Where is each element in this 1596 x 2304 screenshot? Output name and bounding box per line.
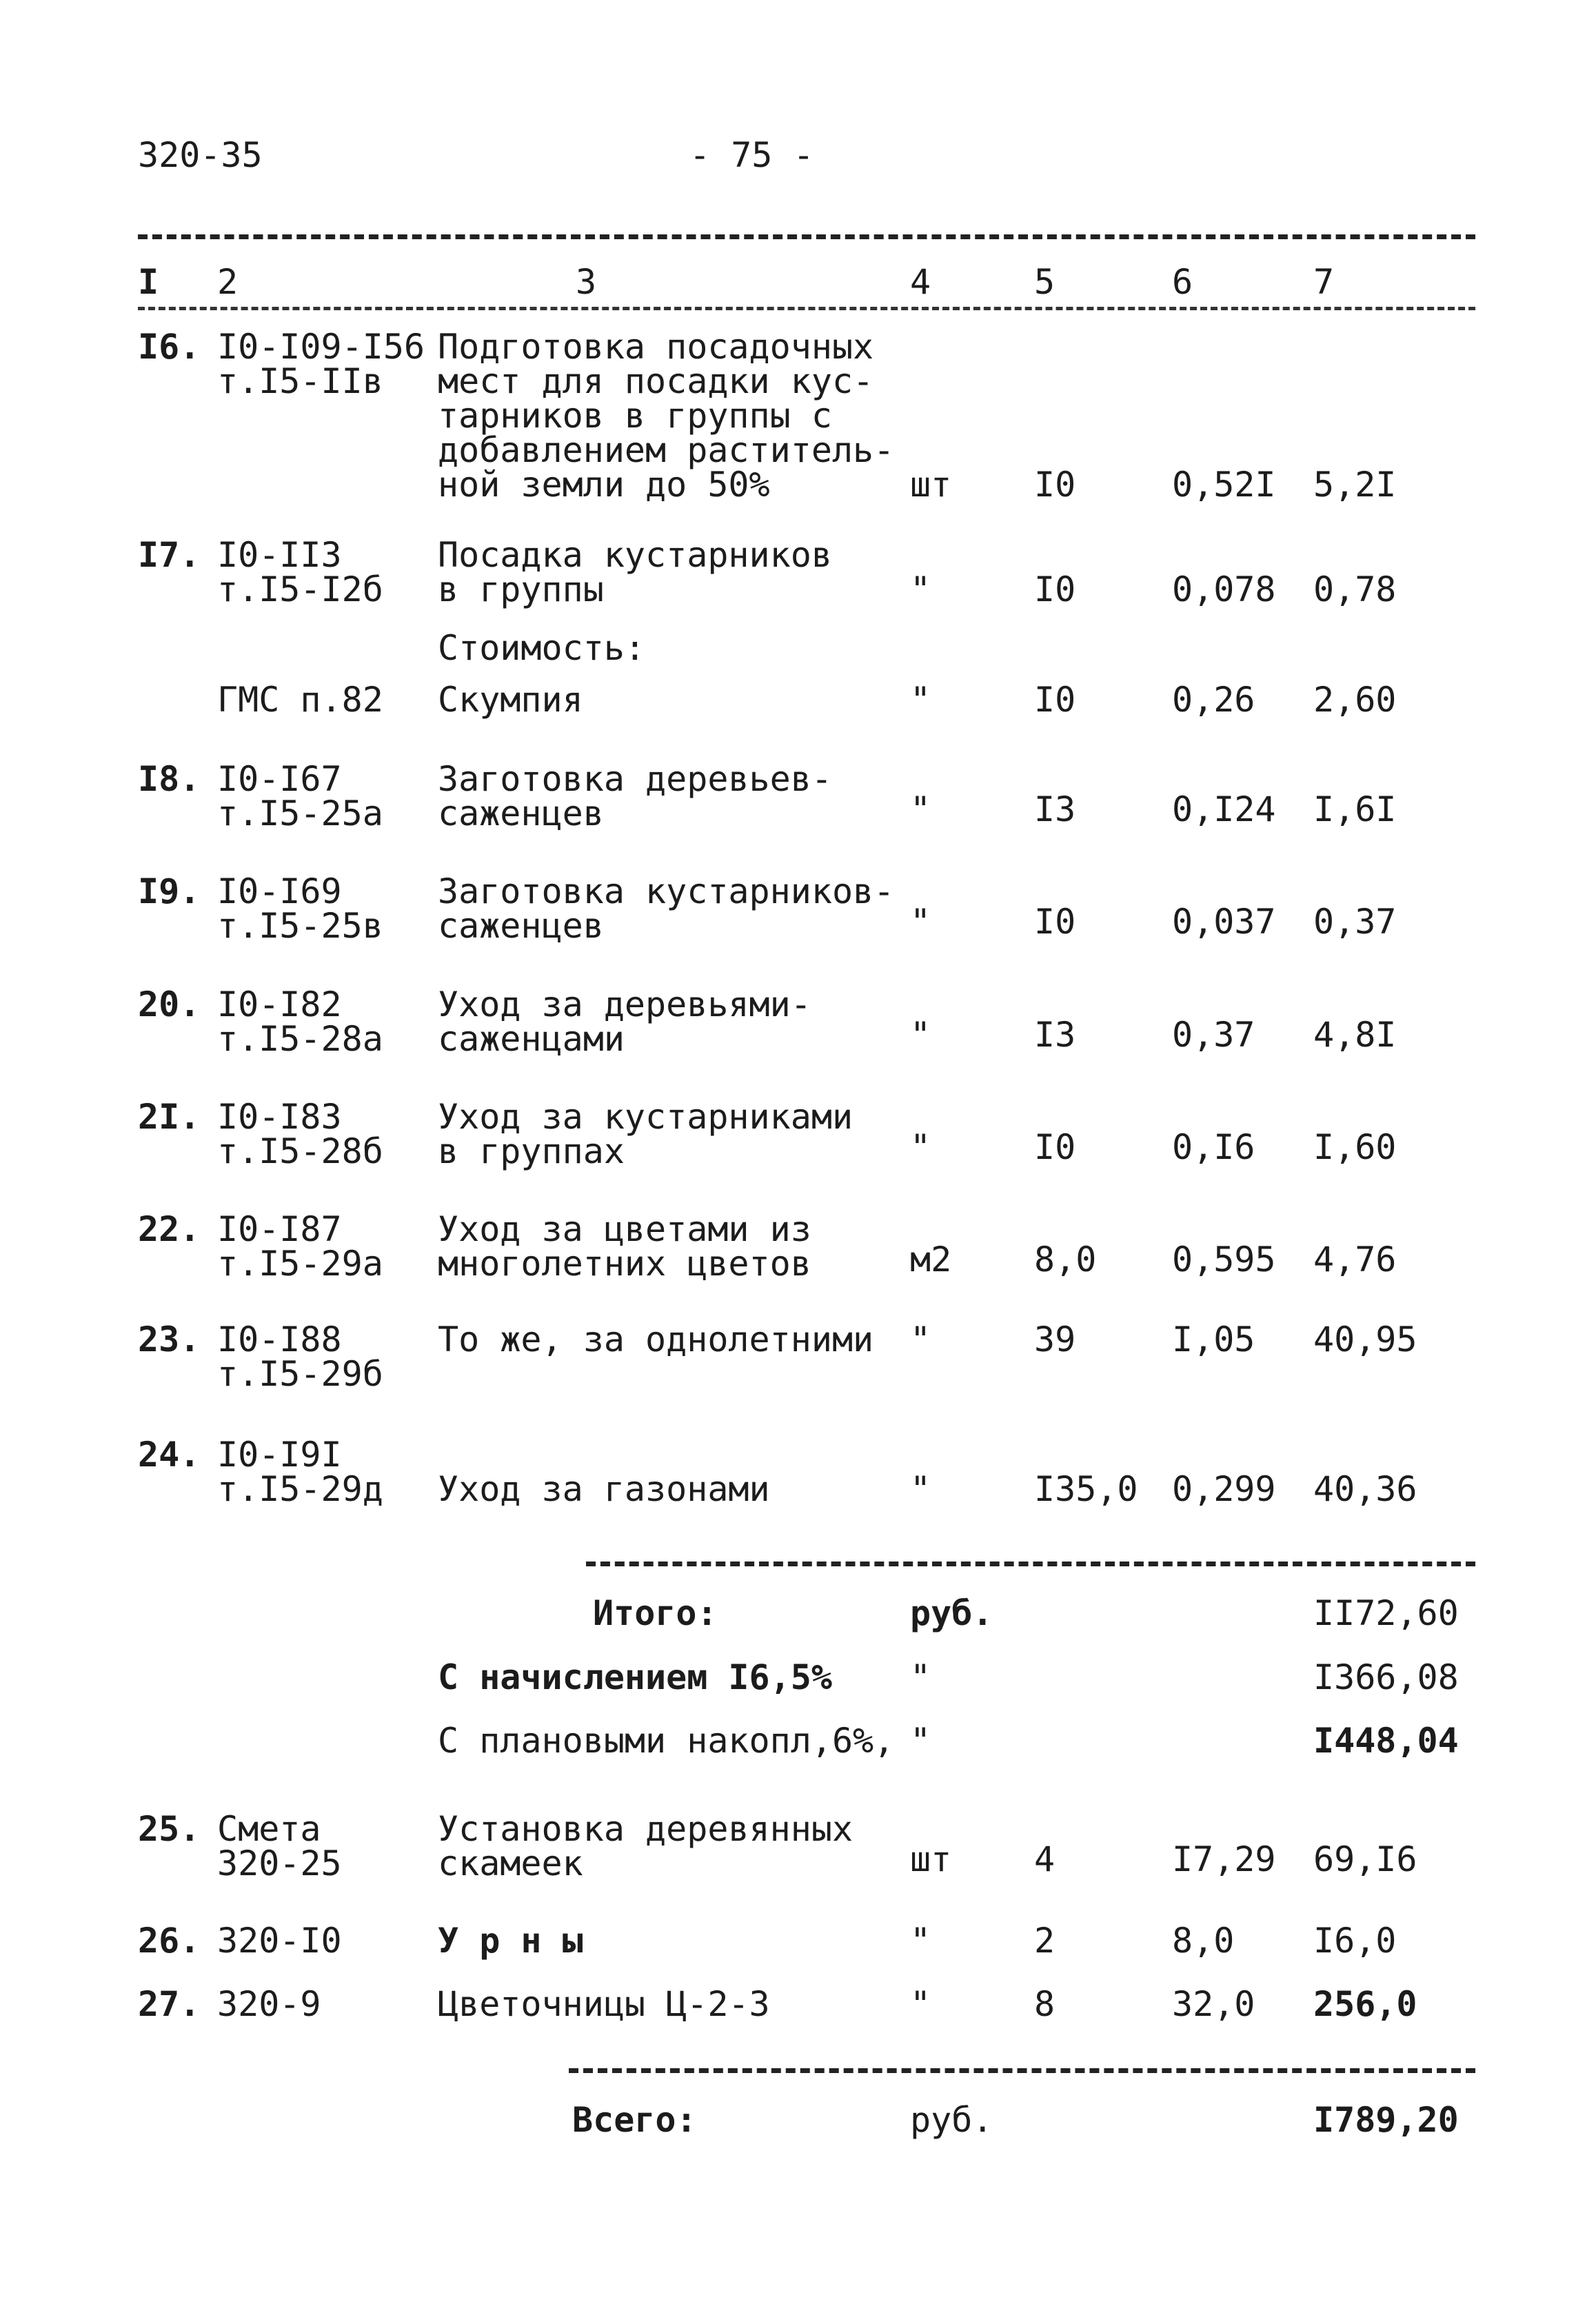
row-code: I0-I87 т.I5-29а — [217, 1209, 383, 1284]
grand-total-divider — [569, 2068, 1475, 2073]
row-quantity: I0 — [1034, 1127, 1076, 1167]
subtotal-value: II72,60 — [1313, 1593, 1459, 1633]
row-unit: " — [910, 680, 931, 720]
row-quantity: I35,0 — [1034, 1469, 1138, 1509]
row-quantity: I3 — [1034, 1015, 1076, 1055]
row-number: 2I. — [138, 1097, 201, 1137]
row-unit: шт — [910, 465, 952, 505]
column-number-5: 5 — [1034, 262, 1055, 302]
document-code: 320-35 — [138, 135, 263, 175]
row-unit: " — [910, 1984, 931, 2024]
row-quantity: 39 — [1034, 1320, 1076, 1360]
row-unit-price: 0,52I — [1172, 465, 1276, 505]
column-number-6: 6 — [1172, 262, 1193, 302]
row-description: Заготовка деревьев- саженцев — [438, 759, 832, 833]
grand-total-value: I789,20 — [1313, 2100, 1459, 2140]
row-description: Стоимость: — [438, 628, 646, 668]
column-number-1: I — [138, 262, 159, 302]
top-divider — [138, 234, 1475, 239]
row-description: У р н ы — [438, 1921, 583, 1961]
row-total: I,60 — [1313, 1127, 1397, 1167]
row-number: 24. — [138, 1435, 201, 1475]
grand-total-unit: руб. — [910, 2100, 993, 2140]
row-total: 69,I6 — [1313, 1839, 1417, 1879]
row-unit: " — [910, 1469, 931, 1509]
row-code: I0-II3 т.I5-I2б — [217, 535, 383, 609]
column-number-2: 2 — [217, 262, 239, 302]
row-quantity: 4 — [1034, 1839, 1055, 1879]
row-total: I6,0 — [1313, 1921, 1397, 1961]
row-total: 40,95 — [1313, 1320, 1417, 1360]
row-quantity: 2 — [1034, 1921, 1055, 1961]
row-number: 26. — [138, 1921, 201, 1961]
row-unit: " — [910, 789, 931, 829]
row-unit: шт — [910, 1839, 952, 1879]
row-description: Посадка кустарников в группы — [438, 535, 832, 609]
row-code: I0-I69 т.I5-25в — [217, 871, 383, 946]
row-total: 40,36 — [1313, 1469, 1417, 1509]
row-description: Подготовка посадочных мест для посадки кус- тарников в группы с добавлением раститель- ной земли до 50% — [438, 327, 895, 505]
page-number: - 75 - — [689, 135, 814, 175]
row-unit: " — [910, 569, 931, 609]
row-total: 4,76 — [1313, 1240, 1397, 1280]
row-quantity: 8,0 — [1034, 1240, 1097, 1280]
row-quantity: I0 — [1034, 569, 1076, 609]
grand-total-label: Всего: — [572, 2100, 697, 2140]
row-unit-price: 0,037 — [1172, 902, 1276, 942]
row-description: То же, за однолетними — [438, 1320, 874, 1360]
row-code: ГМС п.82 — [217, 680, 383, 720]
row-number: 25. — [138, 1809, 201, 1849]
row-unit-price: I,05 — [1172, 1320, 1255, 1360]
row-quantity: I0 — [1034, 680, 1076, 720]
row-description: Скумпия — [438, 680, 583, 720]
row-unit-price: 32,0 — [1172, 1984, 1255, 2024]
row-number: I6. — [138, 327, 201, 367]
row-unit-price: 0,595 — [1172, 1240, 1276, 1280]
row-description: Уход за кустарниками в группах — [438, 1097, 853, 1171]
row-code: Смета 320-25 — [217, 1809, 342, 1883]
row-total: 2,60 — [1313, 680, 1397, 720]
row-total: 0,78 — [1313, 569, 1397, 609]
subtotal-unit: " — [910, 1721, 931, 1761]
row-unit-price: I7,29 — [1172, 1839, 1276, 1879]
row-unit-price: 0,299 — [1172, 1469, 1276, 1509]
subtotal-label: Итого: — [593, 1593, 718, 1633]
subtotal-value: I448,04 — [1313, 1721, 1459, 1761]
subtotal-divider — [586, 1562, 1475, 1566]
row-description: Уход за цветами из многолетних цветов — [438, 1209, 811, 1284]
row-code: 320-I0 — [217, 1921, 342, 1961]
subtotal-label: С плановыми накопл,6%, — [438, 1721, 895, 1761]
row-total: 256,0 — [1313, 1984, 1417, 2024]
row-description: Цветочницы Ц-2-3 — [438, 1984, 770, 2024]
row-quantity: I0 — [1034, 465, 1076, 505]
row-unit-price: 8,0 — [1172, 1921, 1235, 1961]
row-description: Установка деревянных скамеек — [438, 1809, 853, 1883]
row-unit-price: 0,26 — [1172, 680, 1255, 720]
row-unit: " — [910, 1127, 931, 1167]
subtotal-unit: " — [910, 1657, 931, 1697]
row-number: I8. — [138, 759, 201, 799]
row-quantity: I0 — [1034, 902, 1076, 942]
row-description: Уход за деревьями- саженцами — [438, 984, 811, 1059]
row-total: I,6I — [1313, 789, 1397, 829]
column-number-3: 3 — [576, 262, 597, 302]
row-unit-price: 0,I24 — [1172, 789, 1276, 829]
row-code: I0-I88 т.I5-29б — [217, 1320, 383, 1394]
column-numbers-underline — [138, 307, 1475, 310]
row-code: I0-I83 т.I5-28б — [217, 1097, 383, 1171]
row-number: I9. — [138, 871, 201, 911]
column-numbers-row — [138, 262, 1475, 313]
row-number: 27. — [138, 1984, 201, 2024]
subtotal-label: С начислением I6,5% — [438, 1657, 832, 1697]
row-description: Уход за газонами — [438, 1469, 770, 1509]
column-number-4: 4 — [910, 262, 931, 302]
row-unit-price: 0,37 — [1172, 1015, 1255, 1055]
row-total: 0,37 — [1313, 902, 1397, 942]
row-code: 320-9 — [217, 1984, 321, 2024]
row-unit: м2 — [910, 1240, 952, 1280]
row-number: I7. — [138, 535, 201, 575]
row-unit: " — [910, 902, 931, 942]
row-total: 5,2I — [1313, 465, 1397, 505]
row-unit-price: 0,078 — [1172, 569, 1276, 609]
row-code: I0-I9I т.I5-29д — [217, 1435, 383, 1509]
row-code: I0-I82 т.I5-28а — [217, 984, 383, 1059]
row-number: 20. — [138, 984, 201, 1024]
row-code: I0-I67 т.I5-25а — [217, 759, 383, 833]
row-code: I0-I09-I56 т.I5-IIв — [217, 327, 425, 401]
row-unit: " — [910, 1015, 931, 1055]
row-quantity: 8 — [1034, 1984, 1055, 2024]
row-unit: " — [910, 1921, 931, 1961]
row-quantity: I3 — [1034, 789, 1076, 829]
row-number: 22. — [138, 1209, 201, 1249]
row-unit: " — [910, 1320, 931, 1360]
row-number: 23. — [138, 1320, 201, 1360]
row-total: 4,8I — [1313, 1015, 1397, 1055]
row-description: Заготовка кустарников- саженцев — [438, 871, 895, 946]
column-number-7: 7 — [1313, 262, 1335, 302]
row-unit-price: 0,I6 — [1172, 1127, 1255, 1167]
subtotal-value: I366,08 — [1313, 1657, 1459, 1697]
subtotal-unit: руб. — [910, 1593, 993, 1633]
